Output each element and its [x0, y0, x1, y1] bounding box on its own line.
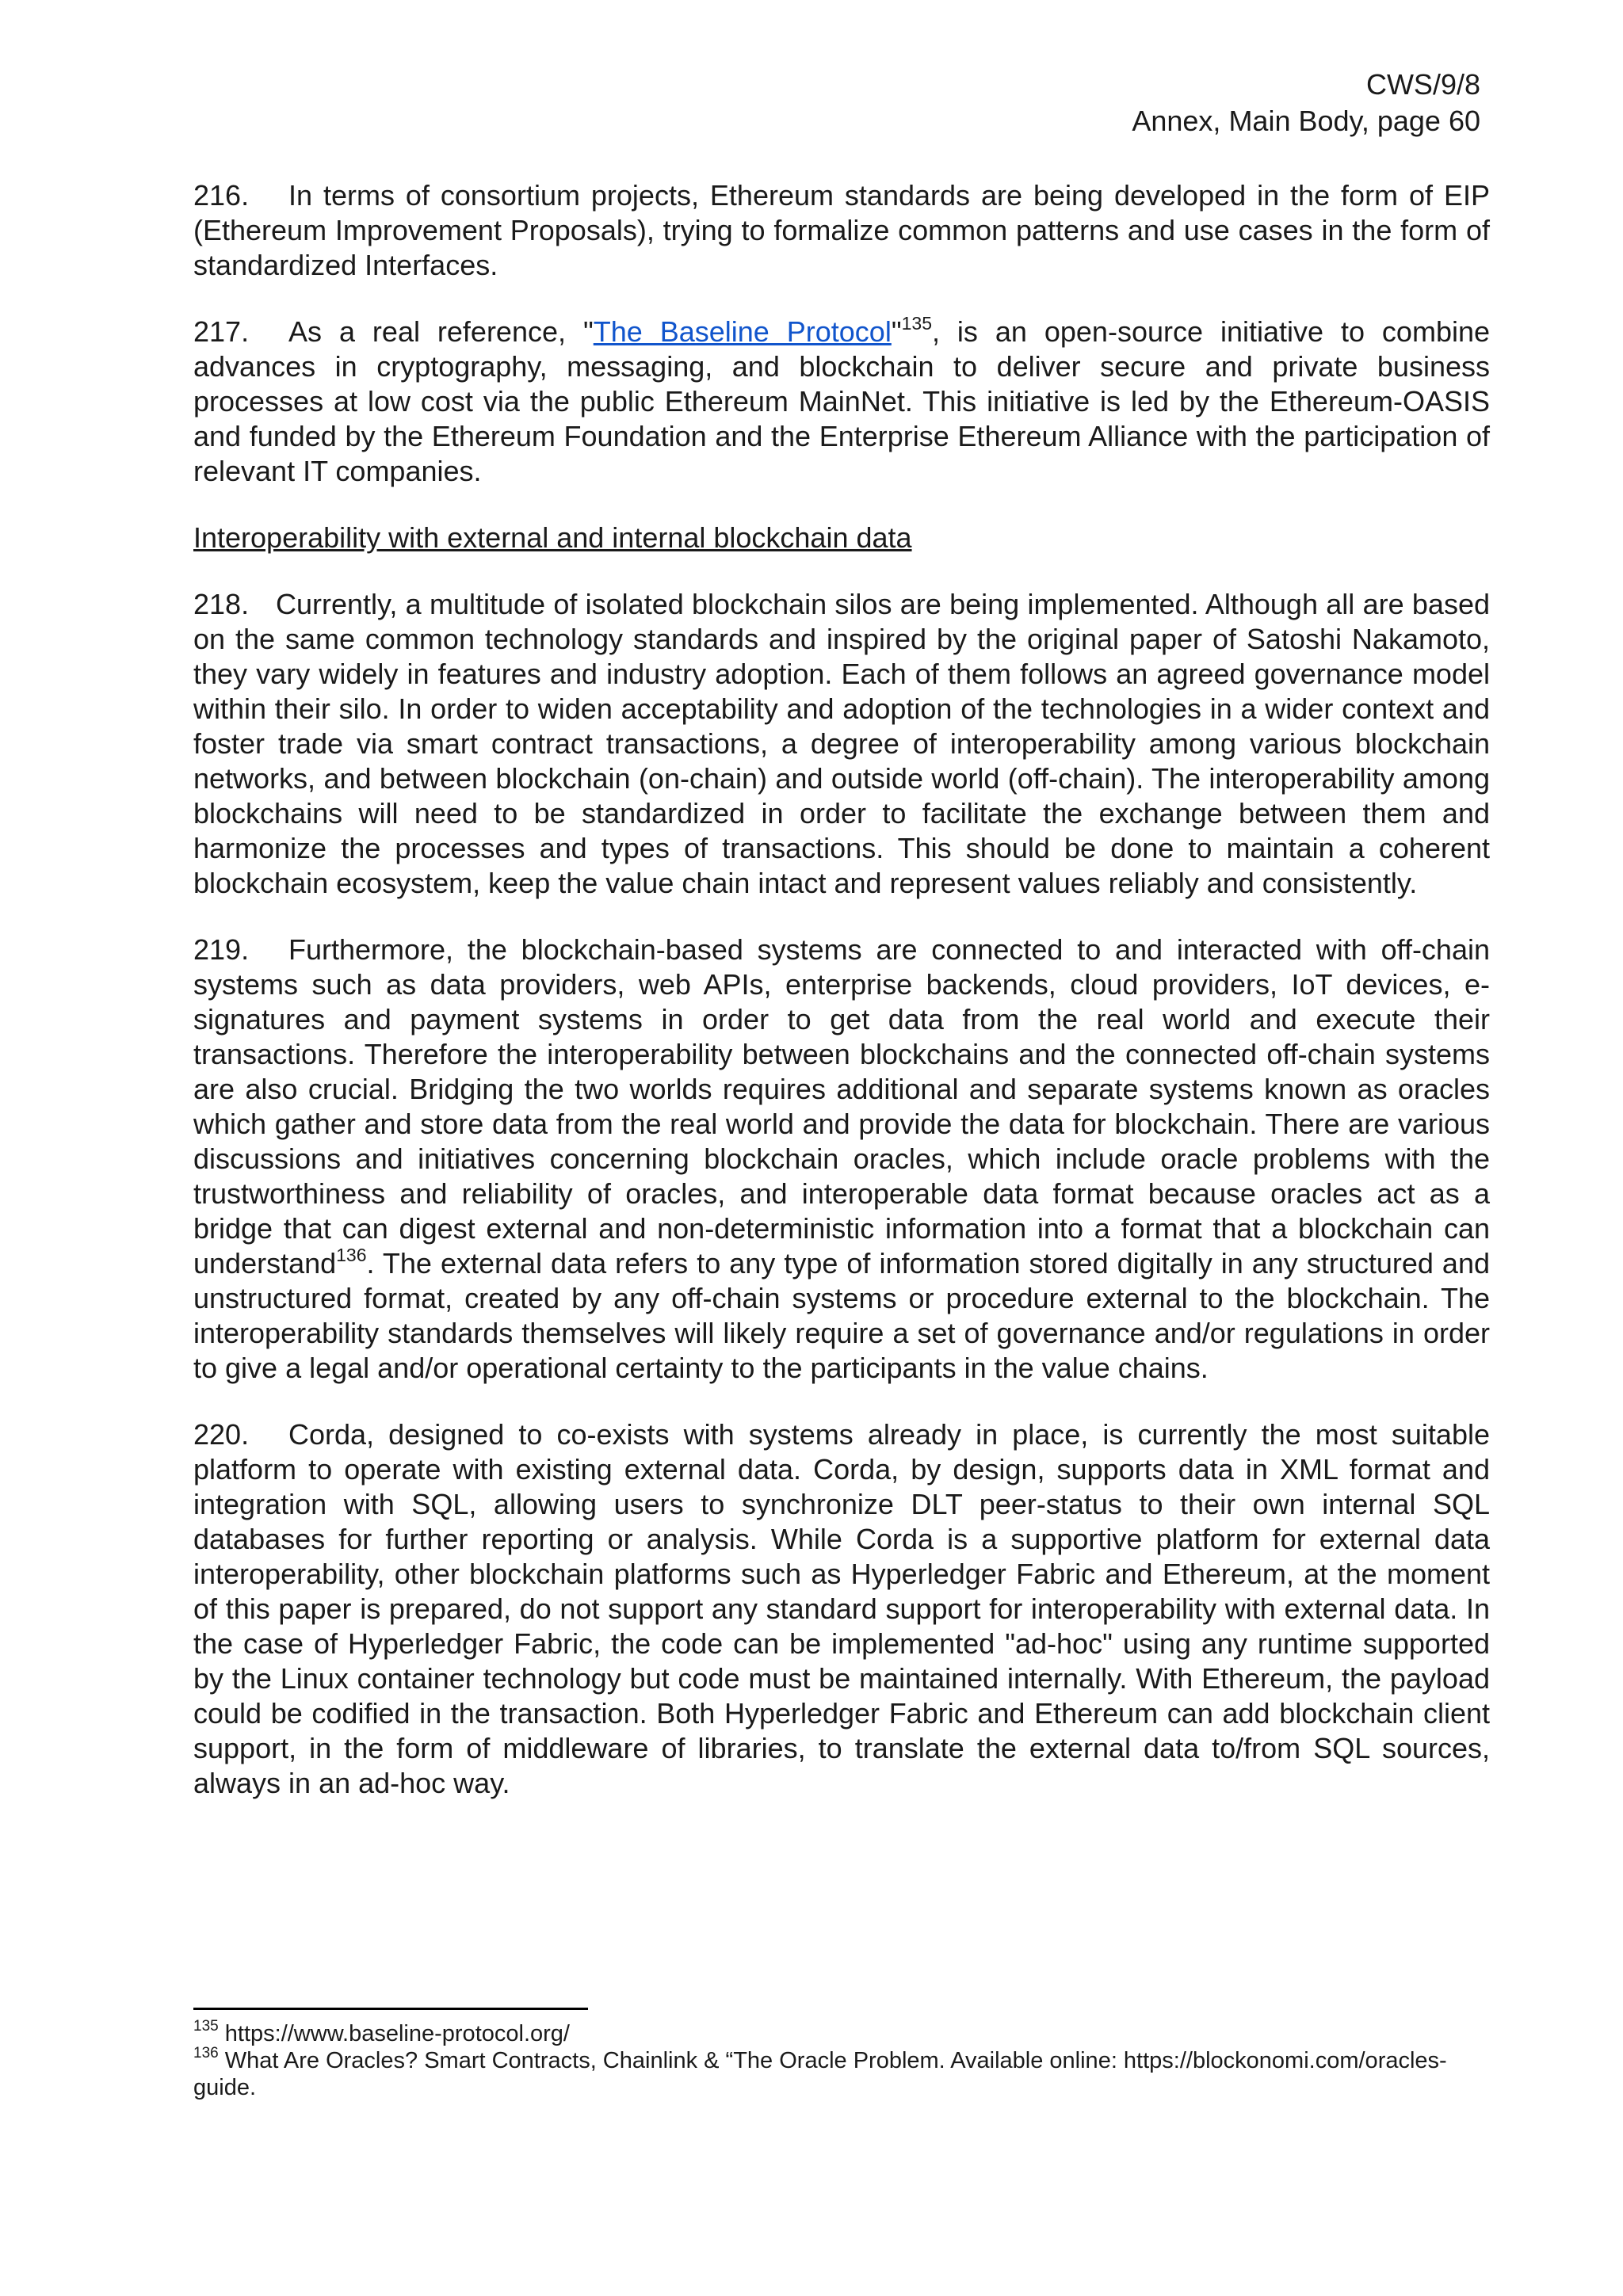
main-body: [193, 178, 1490, 1833]
footnote-ref-135[interactable]: 135: [901, 313, 932, 334]
section-heading: Interoperability with external and internal blockchain data: [193, 521, 912, 554]
footnote-135: [193, 2020, 1493, 2047]
document-code: CWS/9/8: [1365, 68, 1480, 101]
paragraph-text-lead: As a real reference, ": [288, 315, 594, 348]
footnotes: [193, 2020, 1493, 2101]
paragraph-219: [193, 933, 1490, 1386]
footnote-divider: [193, 2008, 588, 2010]
footnote-marker: 136: [193, 2045, 219, 2062]
paragraph-number: 216.: [193, 179, 250, 212]
paragraph-text-rest: , is an open-source initiative to combine advances in cryptography, messaging, and blockchain to deliver secure and private business processes at low cost via the public Ethereum MainNet. This initiative is led by the Ethereum-OASIS and funded by the Ethereum Foundation and the Enterprise Ethereum Alliance with the participation of relevant IT companies.: [193, 315, 1491, 487]
page-reference: Annex, Main Body, page 60: [1132, 105, 1480, 137]
paragraph-text: Corda, designed to co-exists with systems already in place, is currently the most suitable platform to operate with existing external data. Corda, by design, supports data in XML format and integration with SQL, allowing users to synchronize DLT peer-status to their own internal SQL databases for further reporting or analysis. While Corda is a supportive platform for external data interoperability, other blockchain platforms such as Hyperledger Fabric and Ethereum, at the moment of this paper is prepared, do not support any standard support for interoperability with external data. In the case of Hyperledger Fabric, the code can be implemented "ad-hoc" using any runtime supported by the Linux container technology but code must be maintained internally. With Ethereum, the payload could be codified in the transaction. Both Hyperledger Fabric and Ethereum can add blockchain client support, in the form of middleware of libraries, to translate the external data to/from SQL sources, always in an ad-hoc way.: [193, 1418, 1490, 1799]
paragraph-text-rest: . The external data refers to any type of information stored digitally in any structured and unstructured format, created by any off-chain systems or procedure external to the blockchain. The interoperability standards themselves will likely require a set of governance and/or regulations in order to give a legal and/or operational certainty to the participants in the value chains.: [193, 1247, 1490, 1384]
paragraph-number: 219.: [193, 933, 250, 966]
footnote-text: What Are Oracles? Smart Contracts, Chainlink & “The Oracle Problem. Available online: https://blockonomi.com/oracles-guide.: [193, 2048, 1447, 2100]
footnote-text: https://www.baseline-protocol.org/: [218, 2021, 570, 2046]
footnote-ref-136[interactable]: 136: [336, 1245, 367, 1265]
paragraph-text: In terms of consortium projects, Ethereum standards are being developed in the form of EIP (Ethereum Improvement Proposals), trying to formalize common patterns and use cases in the form of standardized Interfaces.: [193, 179, 1490, 281]
baseline-protocol-link[interactable]: The Baseline Protocol: [593, 315, 892, 348]
footnote-136: [193, 2047, 1493, 2101]
paragraph-217: [193, 315, 1490, 489]
paragraph-216: [193, 178, 1490, 283]
paragraph-number: 217.: [193, 315, 250, 348]
paragraph-number: 218.: [193, 588, 250, 620]
paragraph-number: 220.: [193, 1418, 250, 1451]
page-header: [1132, 67, 1480, 139]
closing-quote: ": [891, 315, 902, 348]
paragraph-text: Currently, a multitude of isolated blockchain silos are being implemented. Although all are based on the same common technology standards and inspired by the original paper of Satoshi Nakamoto, they vary widely in features and industry adoption. Each of them follows an agreed governance model within their silo. In order to widen acceptability and adoption of the technologies in a wider context and foster trade via smart contract transactions, a degree of interoperability among various blockchain networks, and between blockchain (on-chain) and outside world (off-chain). The interoperability among blockchains will need to be standardized in order to facilitate the exchange between them and harmonize the processes and types of transactions. This should be done to maintain a coherent blockchain ecosystem, keep the value chain intact and represent values reliably and consistently.: [193, 588, 1490, 899]
footnote-marker: 135: [193, 2018, 219, 2035]
paragraph-text-lead: Furthermore, the blockchain-based systems are connected to and interacted with off-chain systems such as data providers, web APIs, enterprise backends, cloud providers, IoT devices, e-signatures and payment systems in order to get data from the real world and execute their transactions. Therefore the interoperability between blockchains and the connected off-chain systems are also crucial. Bridging the two worlds requires additional and separate systems known as oracles which gather and store data from the real world and provide the data for blockchain. There are various discussions and initiatives concerning blockchain oracles, which include oracle problems with the trustworthiness and reliability of oracles, and interoperable data format because oracles act as a bridge that can digest external and non-deterministic information into a format that a blockchain can understand: [193, 933, 1490, 1280]
paragraph-218: [193, 587, 1490, 901]
paragraph-220: [193, 1417, 1490, 1801]
